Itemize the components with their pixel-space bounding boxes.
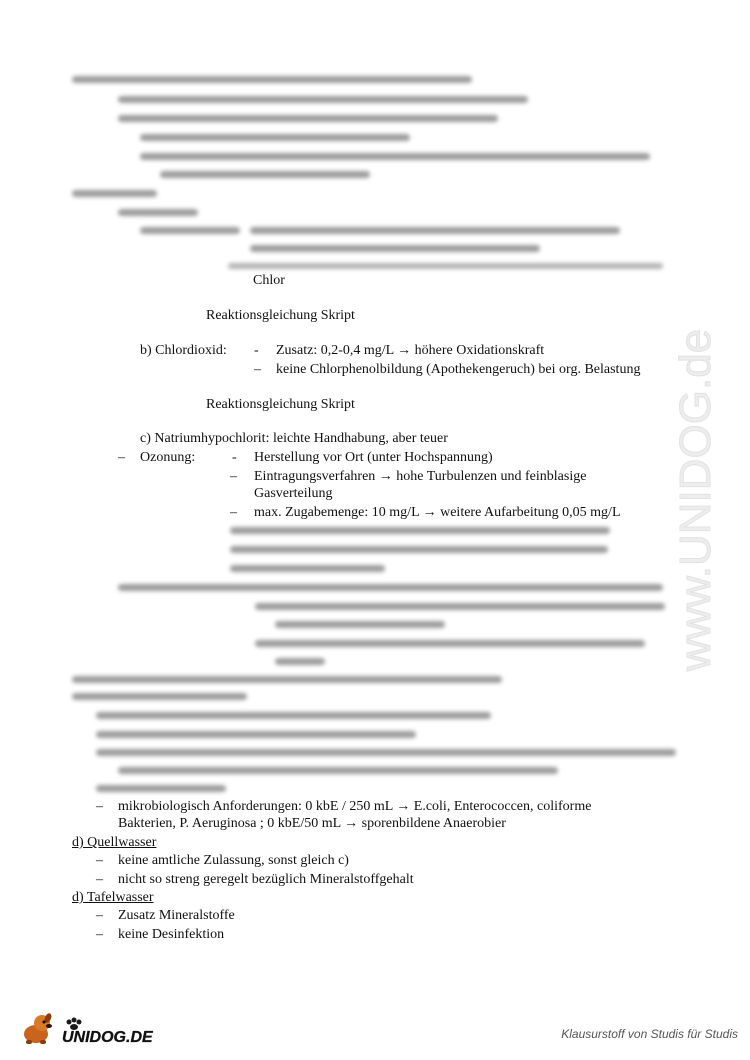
reaktionsgleichung-1: Reaktionsgleichung Skript bbox=[206, 308, 355, 323]
chlordioxid-item-2: keine Chlorphenolbildung (Apothekengeruch) bei org. Belastung bbox=[276, 362, 641, 377]
blurred-line bbox=[96, 731, 416, 738]
blurred-line bbox=[230, 546, 608, 553]
watermark-text: www.UNIDOG.de bbox=[671, 328, 720, 672]
blurred-line bbox=[230, 565, 385, 572]
ozonung-label: Ozonung: bbox=[140, 450, 196, 465]
reaktionsgleichung-2: Reaktionsgleichung Skript bbox=[206, 397, 355, 412]
blurred-line bbox=[118, 115, 498, 122]
mikrobiologisch-line-1: mikrobiologisch Anforderungen: 0 kbE / 250 mL → E.coli, Enterococcen, coliforme bbox=[118, 799, 592, 814]
dash-marker: – bbox=[96, 799, 103, 814]
blurred-line bbox=[72, 676, 502, 683]
blurred-line bbox=[72, 76, 472, 83]
natriumhypochlorit: c) Natriumhypochlorit: leichte Handhabung, aber teuer bbox=[140, 431, 448, 446]
blurred-line bbox=[275, 621, 445, 628]
logo-text: UNIDOG.DE bbox=[62, 1029, 153, 1046]
blurred-line bbox=[250, 227, 620, 234]
dash-marker: – bbox=[96, 853, 103, 868]
blurred-line bbox=[72, 190, 157, 197]
blurred-line bbox=[255, 640, 645, 647]
footer-tagline: Klausurstoff von Studis für Studis bbox=[561, 1027, 738, 1041]
dash-marker: – bbox=[254, 362, 261, 377]
ozonung-item-3: max. Zugabemenge: 10 mg/L → weitere Aufarbeitung 0,05 mg/L bbox=[254, 505, 621, 520]
ozonung-item-1: Herstellung vor Ort (unter Hochspannung) bbox=[254, 450, 493, 465]
ozonung-item-2a: Eintragungsverfahren → hohe Turbulenzen und feinblasige bbox=[254, 469, 587, 484]
blurred-line bbox=[96, 785, 226, 792]
dash-marker: – bbox=[230, 469, 237, 484]
quellwasser-item-1: keine amtliche Zulassung, sonst gleich c) bbox=[118, 853, 349, 868]
blurred-line bbox=[118, 767, 558, 774]
blurred-line bbox=[140, 227, 240, 234]
unidog-logo bbox=[20, 1008, 170, 1048]
chlordioxid-label: b) Chlordioxid: bbox=[140, 343, 227, 358]
blurred-line bbox=[140, 134, 410, 141]
tafelwasser-item-2: keine Desinfektion bbox=[118, 927, 225, 942]
chlordioxid-item-1: Zusatz: 0,2-0,4 mg/L → höhere Oxidationskraft bbox=[276, 343, 545, 358]
mikrobiologisch-line-2: Bakterien, P. Aeruginosa ; 0 kbE/50 mL → sporenbildene Anaerobier bbox=[118, 816, 506, 831]
dash-marker: – bbox=[96, 908, 103, 923]
blurred-line bbox=[72, 693, 247, 700]
blurred-line bbox=[160, 171, 370, 178]
chlordioxid-bullet-marker: - bbox=[254, 343, 259, 358]
blurred-line bbox=[228, 263, 663, 269]
dog-mascot-icon bbox=[24, 1012, 53, 1044]
ozonung-bullet-marker: - bbox=[232, 450, 237, 465]
blurred-line bbox=[118, 209, 198, 216]
blurred-line bbox=[118, 96, 528, 103]
blurred-line bbox=[96, 749, 676, 756]
quellwasser-heading: d) Quellwasser bbox=[72, 835, 157, 850]
blurred-line bbox=[118, 584, 663, 591]
dash-marker: – bbox=[230, 505, 237, 520]
chlor-line-end: Chlor bbox=[253, 273, 285, 288]
blurred-line bbox=[140, 153, 650, 160]
unidog-watermark bbox=[671, 280, 730, 720]
dash-marker: – bbox=[118, 450, 125, 465]
blurred-line bbox=[255, 603, 665, 610]
ozonung-item-2b: Gasverteilung bbox=[254, 486, 333, 501]
blurred-line bbox=[250, 245, 540, 252]
blurred-line bbox=[230, 527, 610, 534]
tafelwasser-item-1: Zusatz Mineralstoffe bbox=[118, 908, 235, 923]
dash-marker: – bbox=[96, 927, 103, 942]
dash-marker: – bbox=[96, 872, 103, 887]
blurred-line bbox=[96, 712, 491, 719]
quellwasser-item-2: nicht so streng geregelt bezüglich Mineralstoffgehalt bbox=[118, 872, 414, 887]
blurred-line bbox=[275, 658, 325, 665]
tafelwasser-heading: d) Tafelwasser bbox=[72, 890, 154, 905]
